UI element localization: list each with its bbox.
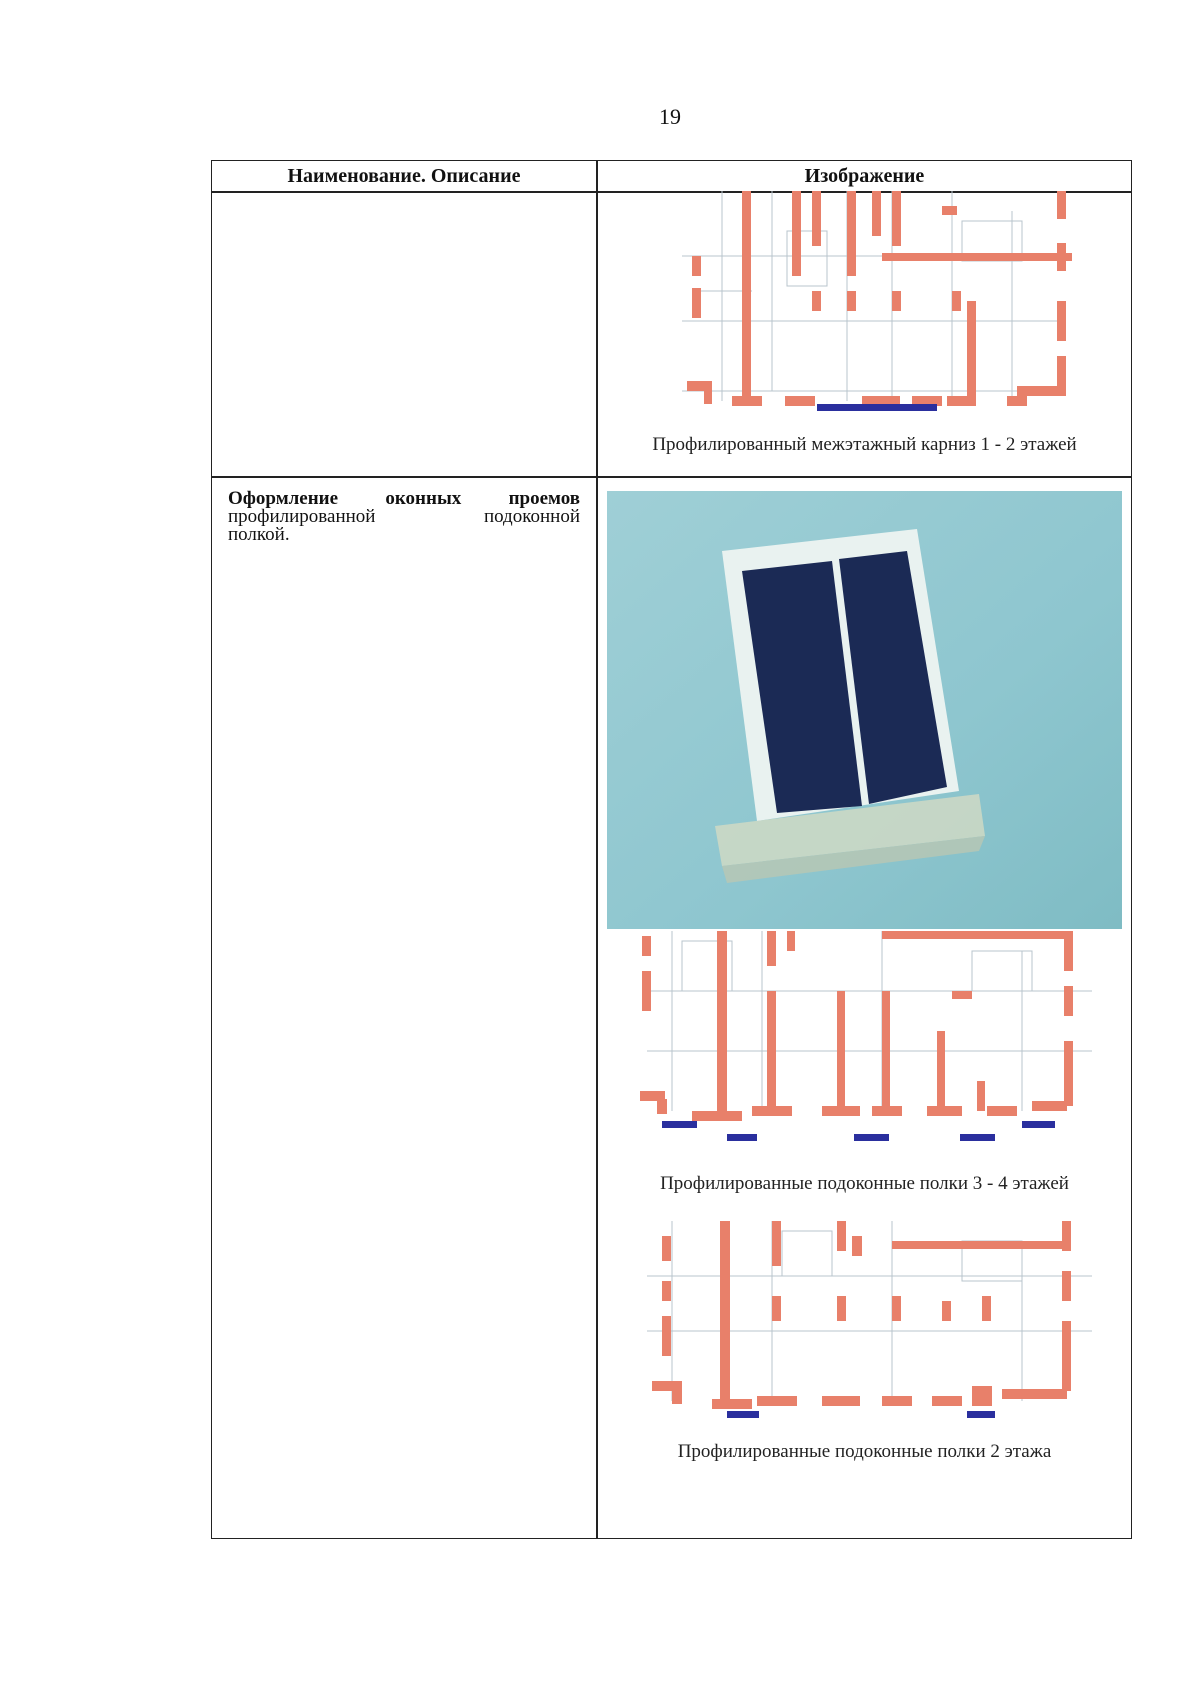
column-divider <box>596 161 598 1538</box>
floor-plan-cornice-1-2 <box>662 191 1082 429</box>
floor-plan-sills-2 <box>632 1221 1102 1431</box>
window-photo <box>607 491 1122 929</box>
row-divider <box>212 476 1131 478</box>
caption-sills-2: Профилированные подоконные полки 2 этажа <box>677 1441 1052 1462</box>
description-title: Оформление оконных проемов <box>228 488 580 509</box>
document-table <box>211 160 1132 1539</box>
description-line-2: полкой. <box>228 524 290 545</box>
caption-sills-3-4: Профилированные подоконные полки 3 - 4 этажей <box>660 1173 1069 1194</box>
floor-plan-sills-3-4 <box>632 931 1102 1151</box>
column-header-name: Наименование. Описание <box>287 165 521 187</box>
column-header-image: Изображение <box>804 165 925 187</box>
caption-cornice: Профилированный межэтажный карниз 1 - 2 этажей <box>652 434 1077 455</box>
description-window-sills <box>228 490 580 544</box>
description-line-1: профилированной подоконной <box>228 506 580 527</box>
page-number: 19 <box>659 104 681 129</box>
